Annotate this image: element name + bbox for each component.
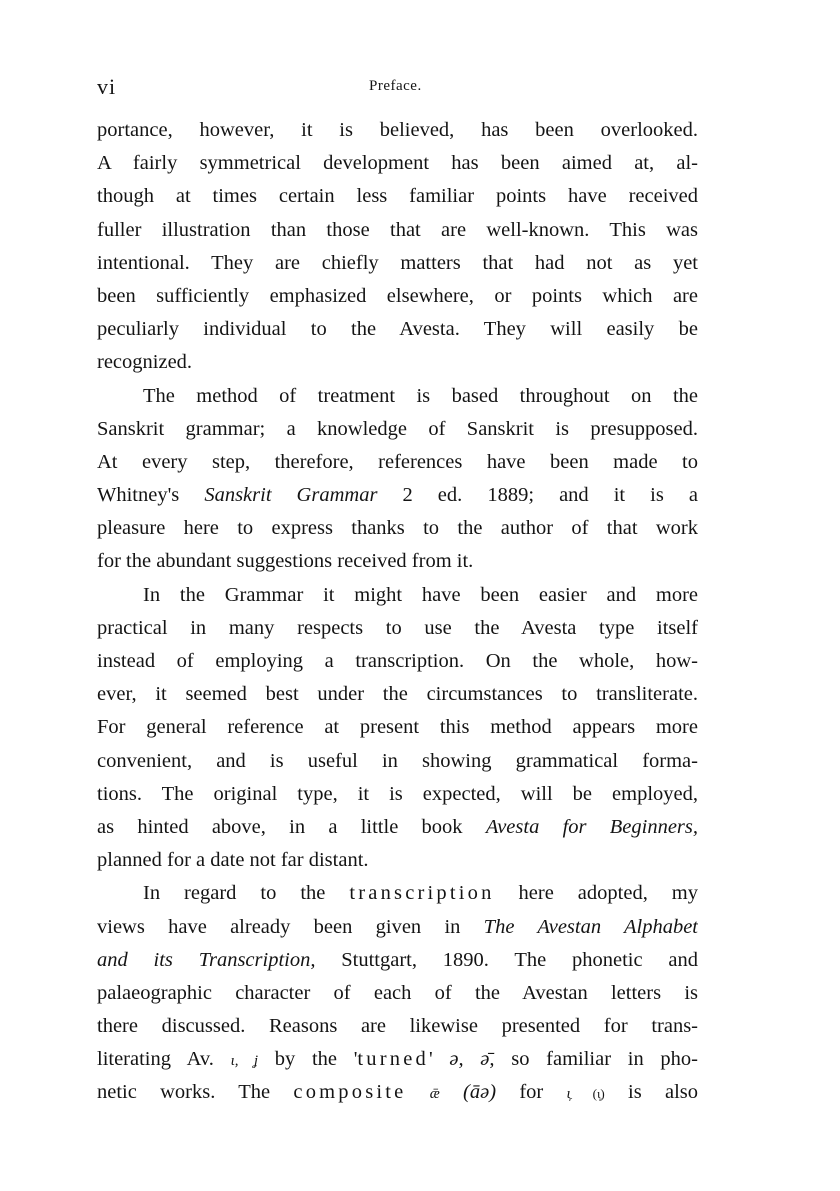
book-title-sanskrit-grammar: Sanskrit Grammar — [204, 484, 378, 507]
avestan-letter: ɩ᷊ — [566, 1086, 593, 1103]
text-line — [97, 911, 698, 944]
text-line — [97, 877, 698, 910]
text-line: instead of employing a transcription. On the whole, how- — [97, 650, 698, 672]
text-line: portance, however, it is believed, has been overlooked. — [97, 119, 698, 141]
book-title-transcription: and its Transcription, — [97, 948, 316, 971]
book-title-avestan-alphabet: The Avestan Alphabet — [483, 915, 698, 938]
text-line: fuller illustration than those that are well-known. This was — [97, 218, 698, 241]
text-line: intentional. They are chiefly matters that had not as yet — [97, 251, 698, 274]
text-line — [97, 944, 698, 977]
avestan-letter-variant: (ɩ᷊) — [592, 1086, 605, 1102]
text-line: Sanskrit grammar; a knowledge of Sanskrit is presupposed. — [97, 417, 698, 440]
text-line: been sufficiently emphasized elsewhere, or points which are — [97, 284, 698, 307]
text-line: convenient, and is useful in showing grammatical forma- — [97, 749, 698, 772]
text-segment — [440, 1081, 463, 1103]
text-line — [97, 1043, 698, 1076]
spaced-word: turned — [357, 1048, 429, 1071]
text-line: At every step, therefore, references have been made to — [97, 450, 698, 473]
avestan-letter: ǣ — [429, 1086, 440, 1103]
text-segment: by the ' — [258, 1048, 358, 1071]
spaced-word: composite — [293, 1081, 407, 1104]
text-line: pleasure here to express thanks to the author of that work — [97, 517, 698, 540]
text-line: peculiarly individual to the Avesta. They will easily be — [97, 318, 698, 341]
text-line — [97, 1076, 698, 1109]
running-head — [97, 74, 697, 104]
transliteration-symbols: ə, ə̄, — [449, 1048, 495, 1071]
preface-body — [97, 114, 698, 1110]
text-line: The method of treatment is based throughout on the — [143, 384, 698, 407]
text-line: For general reference at present this method appears more — [97, 716, 698, 739]
text-segment: views have already been given in — [97, 915, 484, 938]
text-line: palaeographic character of each of the Avestan letters is — [97, 981, 698, 1004]
text-segment: so familiar in pho- — [494, 1048, 698, 1071]
text-line: practical in many respects to use the Avesta type itself — [97, 616, 698, 639]
header-title: Preface. — [369, 78, 422, 94]
text-line: for the abundant suggestions received from it. — [97, 550, 474, 573]
avestan-letters: ɩ, ʝ — [230, 1053, 259, 1070]
text-segment: as hinted above, in a little book — [97, 815, 486, 838]
text-segment: ' — [428, 1048, 450, 1071]
text-segment: Whitney's — [97, 484, 205, 507]
text-line — [97, 811, 698, 844]
text-line: recognized. — [97, 351, 193, 374]
transliteration-symbol: (āə) — [463, 1081, 497, 1104]
spaced-word: transcription — [349, 882, 495, 905]
text-line: In the Grammar it might have been easier and more — [143, 583, 698, 606]
text-segment: literating Av. — [97, 1048, 231, 1071]
text-segment: In regard to the — [143, 882, 350, 905]
text-line: A fairly symmetrical development has been aimed at, al- — [97, 152, 698, 175]
text-line: tions. The original type, it is expected, will be employed, — [97, 782, 698, 805]
text-segment: for — [496, 1081, 567, 1104]
text-line: ever, it seemed best under the circumstances to transliterate. — [97, 683, 698, 706]
text-segment: Stuttgart, 1890. The phonetic and — [315, 948, 698, 971]
text-line: planned for a date not far distant. — [97, 849, 369, 872]
text-segment: netic works. The — [97, 1081, 294, 1104]
book-title-avesta-for-beginners: Avesta for Beginners, — [485, 815, 698, 838]
text-line: though at times certain less familiar points have received — [97, 185, 698, 208]
text-segment: 2 ed. 1889; and it is a — [377, 484, 698, 507]
text-line: there discussed. Reasons are likewise presented for trans- — [97, 1015, 698, 1038]
text-line — [97, 479, 698, 512]
text-segment: is also — [604, 1081, 698, 1104]
text-segment: here adopted, my — [494, 882, 698, 905]
page-number: vi — [97, 74, 117, 99]
text-segment — [406, 1081, 429, 1103]
